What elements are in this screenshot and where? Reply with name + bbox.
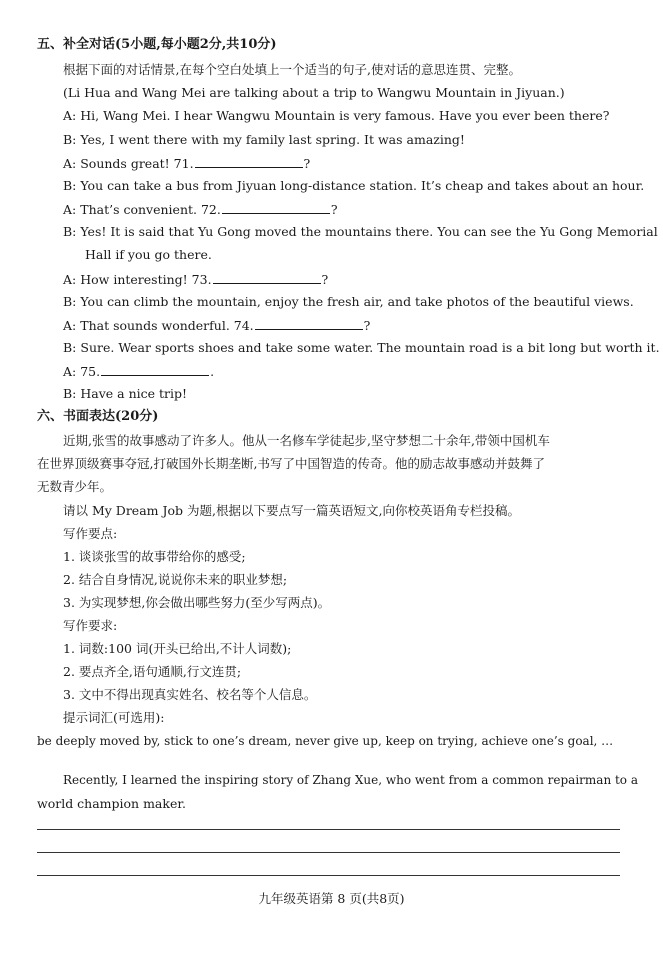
opening-line-1: Recently, I learned the inspiring story of Zhang Xue, who went from a common repairman to a	[63, 773, 638, 787]
answer-blank-73[interactable]	[213, 270, 321, 284]
hint-title: 提示词汇(可选用):	[63, 710, 165, 725]
dialogue-line-6-continued: Hall if you go there.	[85, 247, 212, 262]
dialogue-line-2	[63, 131, 465, 149]
dialogue-text: Hi, Wang Mei. I hear Wangwu Mountain is very famous. Have you ever been there?	[80, 108, 610, 123]
dialogue-end: .	[210, 364, 215, 379]
answer-blank-71[interactable]	[195, 154, 303, 168]
writing-line-1[interactable]	[37, 829, 620, 830]
dialogue-text: Yes, I went there with my family last spring. It was amazing!	[80, 132, 465, 147]
dialogue-text: 75.	[80, 364, 101, 379]
page-footer: 九年级英语第 8 页(共8页)	[258, 891, 405, 906]
dialogue-scenario: (Li Hua and Wang Mei are talking about a trip to Wangwu Mountain in Jiyuan.)	[63, 85, 565, 100]
speaker-label: A:	[63, 318, 77, 333]
section5-instruction: 根据下面的对话情景,在每个空白处填上一个适当的句子,使对话的意思连贯、完整。	[63, 62, 521, 77]
dialogue-end: ?	[321, 272, 329, 287]
answer-blank-75[interactable]	[101, 362, 209, 376]
intro-line-3: 无数青少年。	[37, 479, 113, 494]
dialogue-line-12	[63, 385, 187, 403]
section6-title: 六、书面表达(20分)	[37, 409, 159, 424]
dialogue-text: Sounds great! 71.	[80, 156, 194, 171]
dialogue-text: How interesting! 73.	[80, 272, 212, 287]
dialogue-line-6	[63, 223, 658, 241]
hint-words: be deeply moved by, stick to one’s dream, never give up, keep on trying, achieve one’s goal, …	[37, 734, 614, 748]
dialogue-line-11	[63, 362, 214, 381]
speaker-label: B:	[63, 224, 77, 239]
speaker-label: B:	[63, 294, 77, 309]
point-1: 1. 谈谈张雪的故事带给你的感受;	[63, 549, 246, 564]
speaker-label: B:	[63, 386, 77, 401]
dialogue-line-1	[63, 107, 609, 125]
writing-line-2[interactable]	[37, 852, 620, 853]
dialogue-end: ?	[303, 156, 311, 171]
intro-line-1: 近期,张雪的故事感动了许多人。他从一名修车学徒起步,坚守梦想二十余年,带领中国机车	[63, 433, 550, 448]
speaker-label: A:	[63, 202, 77, 217]
speaker-label: A:	[63, 272, 77, 287]
writing-task: 请以 My Dream Job 为题,根据以下要点写一篇英语短文,向你校英语角专栏投稿。	[63, 503, 520, 518]
speaker-label: A:	[63, 108, 77, 123]
speaker-label: B:	[63, 178, 77, 193]
speaker-label: B:	[63, 340, 77, 355]
point-3: 3. 为实现梦想,你会做出哪些努力(至少写两点)。	[63, 595, 331, 610]
requirement-3: 3. 文中不得出现真实姓名、校名等个人信息。	[63, 687, 317, 702]
dialogue-line-10	[63, 339, 660, 357]
speaker-label: B:	[63, 132, 77, 147]
dialogue-end: ?	[330, 202, 338, 217]
answer-blank-74[interactable]	[255, 316, 363, 330]
dialogue-line-5	[63, 200, 338, 219]
answer-blank-72[interactable]	[222, 200, 330, 214]
dialogue-text: Yes! It is said that Yu Gong moved the mountains there. You can see the Yu Gong Memorial	[80, 224, 658, 239]
dialogue-text: Sure. Wear sports shoes and take some water. The mountain road is a bit long but worth it.	[80, 340, 660, 355]
requirement-1: 1. 词数:100 词(开头已给出,不计人词数);	[63, 641, 292, 656]
dialogue-text: You can take a bus from Jiyuan long-distance station. It’s cheap and takes about an hour.	[80, 178, 645, 193]
dialogue-line-7	[63, 270, 328, 289]
dialogue-line-3	[63, 154, 310, 173]
dialogue-line-4	[63, 177, 644, 195]
speaker-label: A:	[63, 364, 77, 379]
requirement-2: 2. 要点齐全,语句通顺,行文连贯;	[63, 664, 242, 679]
dialogue-text: That’s convenient. 72.	[80, 202, 221, 217]
dialogue-end: ?	[363, 318, 371, 333]
dialogue-text: Have a nice trip!	[80, 386, 188, 401]
dialogue-text: You can climb the mountain, enjoy the fresh air, and take photos of the beautiful views.	[80, 294, 634, 309]
speaker-label: A:	[63, 156, 77, 171]
point-2: 2. 结合自身情况,说说你未来的职业梦想;	[63, 572, 288, 587]
dialogue-line-9	[63, 316, 370, 335]
section5-title: 五、补全对话(5小题,每小题2分,共10分)	[37, 37, 277, 52]
dialogue-text: That sounds wonderful. 74.	[80, 318, 254, 333]
dialogue-line-8	[63, 293, 634, 311]
points-title: 写作要点:	[63, 526, 118, 541]
requirements-title: 写作要求:	[63, 618, 118, 633]
writing-line-3[interactable]	[37, 875, 620, 876]
opening-line-2: world champion maker.	[37, 796, 186, 811]
intro-line-2: 在世界顶级赛事夺冠,打破国外长期垄断,书写了中国智造的传奇。他的励志故事感动并鼓舞了	[37, 456, 545, 471]
